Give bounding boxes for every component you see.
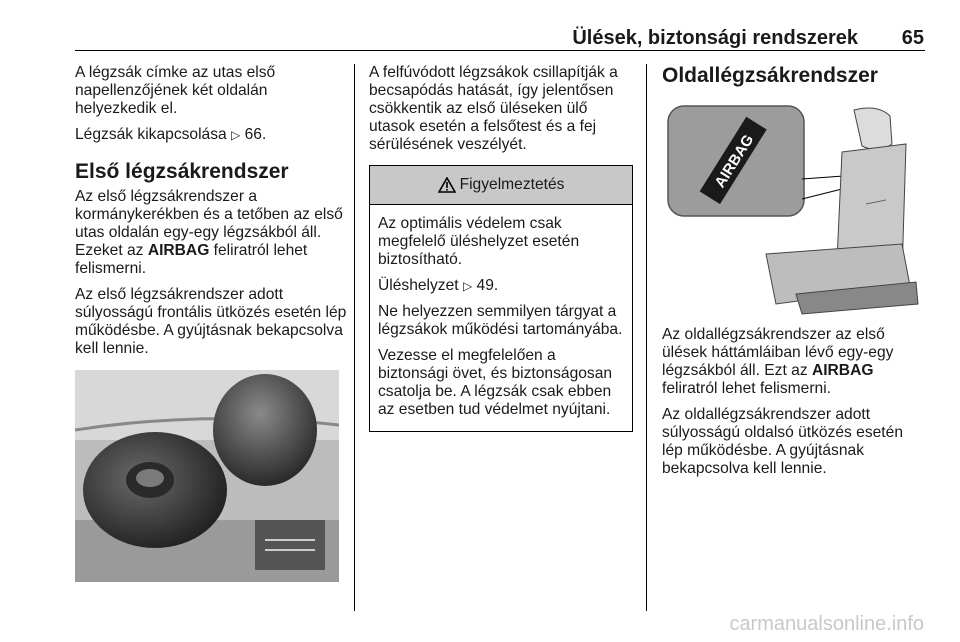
column-divider-1 [354,64,355,611]
seat-position-reference [378,277,624,295]
side-airbag-text [662,326,922,486]
front-airbag-deployed-photo [75,370,339,582]
warning-title: Figyelmeztetés [459,176,565,193]
paragraph-text: feliratról lehet felismerni. [662,380,831,397]
inflated-airbag-paragraph: A felfúvódott légzsákok csillapítják a becsapódás hatását, így jelentősen csökkentik az első üléseken ülő utasok esetén a felsőtest és a fej sérülésének veszélyét. [369,64,618,153]
reference-arrow-icon: ▷ [231,128,241,142]
warning-paragraph-1: Az optimális védelem csak megfelelő üléshelyzet esetén biztosítható. [378,215,580,268]
paragraph-text: feliratról lehet felismerni. [75,242,308,277]
section-title-front-airbag: Első légzsákrendszer [75,160,289,183]
page-number: 65 [901,27,924,49]
side-airbag-paragraph [662,326,922,398]
airbag-label-text: AIRBAG [711,131,758,191]
warning-box [369,165,633,432]
reference-text: Légzsák kikapcsolása [75,126,227,143]
header-rule [75,50,925,51]
side-airbag-deployment-paragraph: Az oldallégzsákrendszer adott súlyosságú oldalsó ütközés esetén lép működésbe. A gyújtásnak bekapcsolva kell lennie. [662,406,903,477]
reference-arrow-icon: ▷ [462,279,473,293]
reference-text: Üléshelyzet [378,277,459,294]
airbag-bold-label: AIRBAG [147,242,210,259]
warning-header [370,166,632,205]
warning-body [370,205,632,419]
section-title-side-airbag: Oldallégzsákrendszer [662,64,878,87]
column-3 [662,64,922,102]
warning-paragraph-3: Ne helyezzen semmilyen tárgyat a légzsákok működési tartományába. [378,303,623,338]
airbag-deactivation-reference [75,126,350,144]
label-location-paragraph: A légzsák címke az utas első napellenzőjének két oldalán helyezkedik el. [75,64,276,117]
front-airbag-deployment-paragraph: Az első légzsákrendszer adott súlyosságú frontális ütközés esetén lép működésbe. A gyújtásnak bekapcsolva kell lennie. [75,286,347,357]
page-header-title: Ülések, biztonsági rendszerek [572,27,858,49]
front-airbag-paragraph [75,188,350,278]
side-airbag-seat-illustration [666,104,928,316]
column-2 [369,64,633,162]
column-1 [75,64,350,366]
column-divider-2 [646,64,647,611]
warning-paragraph-4: Vezesse el megfelelően a biztonsági övet, és biztonságosan csatolja be. A légzsák csak ebben az esetben tud védelmet nyújtani. [378,347,613,418]
paragraph-text: Az oldallégzsákrendszer az első ülések háttámláiban lévő egy-egy légzsákból áll. Ezt az [662,326,894,379]
reference-page[interactable]: 49. [476,277,499,294]
airbag-bold-label: AIRBAG [811,362,874,379]
reference-page[interactable]: 66. [244,126,267,143]
warning-triangle-icon [438,177,456,193]
watermark: carmanualsonline.info [729,613,924,635]
paragraph-text: Az első légzsákrendszer a kormánykerékben és a tetőben az első utas oldalán egy-egy légzsákból áll. Ezeket az [75,188,343,259]
